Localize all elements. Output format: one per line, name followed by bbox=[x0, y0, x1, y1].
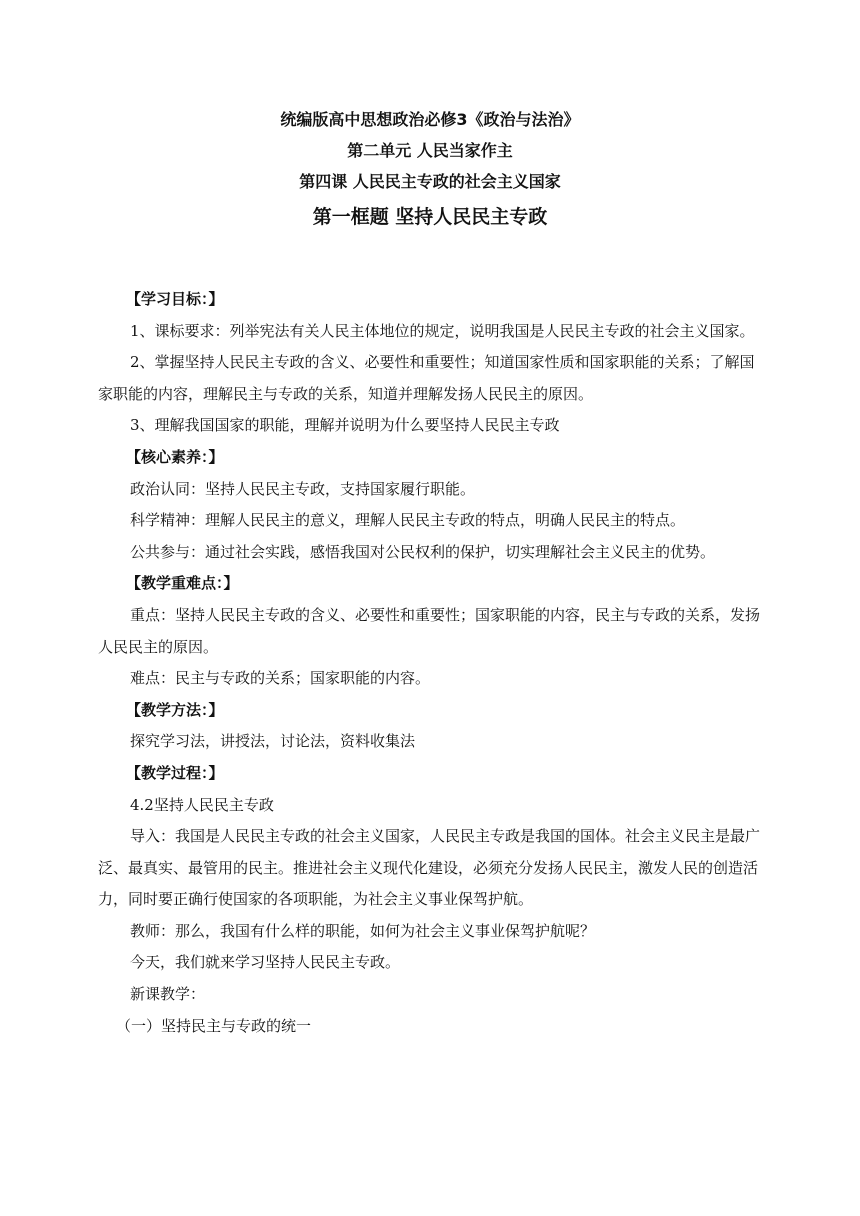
objectives-heading: 【学习目标：】 bbox=[126, 290, 224, 308]
methods-heading: 【教学方法：】 bbox=[126, 700, 224, 719]
process-intro: 导入：我国是人民民主专政的社会主义国家，人民民主专政是我国的国体。社会主义民主是最广泛、最真实、最管用的民主。推进社会主义现代化建设，必须充分发扬人民民主，激发人民的创造活力，同时要正确行使国家的各项职能，为社会主义事业保驾护航。 bbox=[98, 827, 761, 909]
process-teacher: 教师：那么，我国有什么样的职能，如何为社会主义事业保驾护航呢？ bbox=[130, 921, 596, 940]
unit-title: 第二单元 人民当家作主 bbox=[347, 141, 513, 160]
key-points-heading: 【教学重难点：】 bbox=[126, 574, 239, 593]
process-part-1: （一）坚持民主与专政的统一 bbox=[116, 1016, 312, 1035]
methods-text: 探究学习法，讲授法，讨论法，资料收集法 bbox=[130, 732, 416, 751]
key-point: 重点：坚持人民民主专政的含义、必要性和重要性；国家职能的内容，民主与专政的关系，发扬人民民主的原因。 bbox=[98, 605, 761, 656]
process-new-lesson: 新课教学： bbox=[130, 985, 206, 1004]
book-title: 统编版高中思想政治必修3《政治与法治》 bbox=[280, 110, 580, 129]
literacy-scientific: 科学精神：理解人民民主的意义，理解人民民主专政的特点，明确人民民主的特点。 bbox=[130, 511, 686, 530]
process-section-title: 4.2坚持人民民主专政 bbox=[130, 795, 274, 814]
literacy-heading: 【核心素养：】 bbox=[126, 447, 224, 466]
literacy-public: 公共参与：通过社会实践，感悟我国对公民权利的保护，切实理解社会主义民主的优势。 bbox=[130, 542, 716, 561]
difficult-point: 难点：民主与专政的关系；国家职能的内容。 bbox=[130, 669, 431, 688]
process-today: 今天，我们就来学习坚持人民民主专政。 bbox=[130, 953, 401, 972]
document-body bbox=[98, 284, 762, 1042]
objective-item-2: 2、掌握坚持人民民主专政的含义、必要性和重要性；知道国家性质和国家职能的关系；了解国家职能的内容，理解民主与专政的关系，知道并理解发扬人民民主的原因。 bbox=[98, 353, 755, 403]
objective-item-1: 1、课标要求：列举宪法有关人民主体地位的规定，说明我国是人民民主专政的社会主义国家。 bbox=[130, 321, 755, 340]
objective-item-3: 3、理解我国国家的职能，理解并说明为什么要坚持人民民主专政 bbox=[130, 416, 560, 435]
title-block bbox=[0, 104, 860, 237]
literacy-political: 政治认同：坚持人民民主专政，支持国家履行职能。 bbox=[130, 479, 476, 498]
section-title: 第一框题 坚持人民民主专政 bbox=[312, 206, 548, 228]
lesson-title: 第四课 人民民主专政的社会主义国家 bbox=[299, 172, 561, 191]
process-heading: 【教学过程：】 bbox=[126, 763, 224, 782]
